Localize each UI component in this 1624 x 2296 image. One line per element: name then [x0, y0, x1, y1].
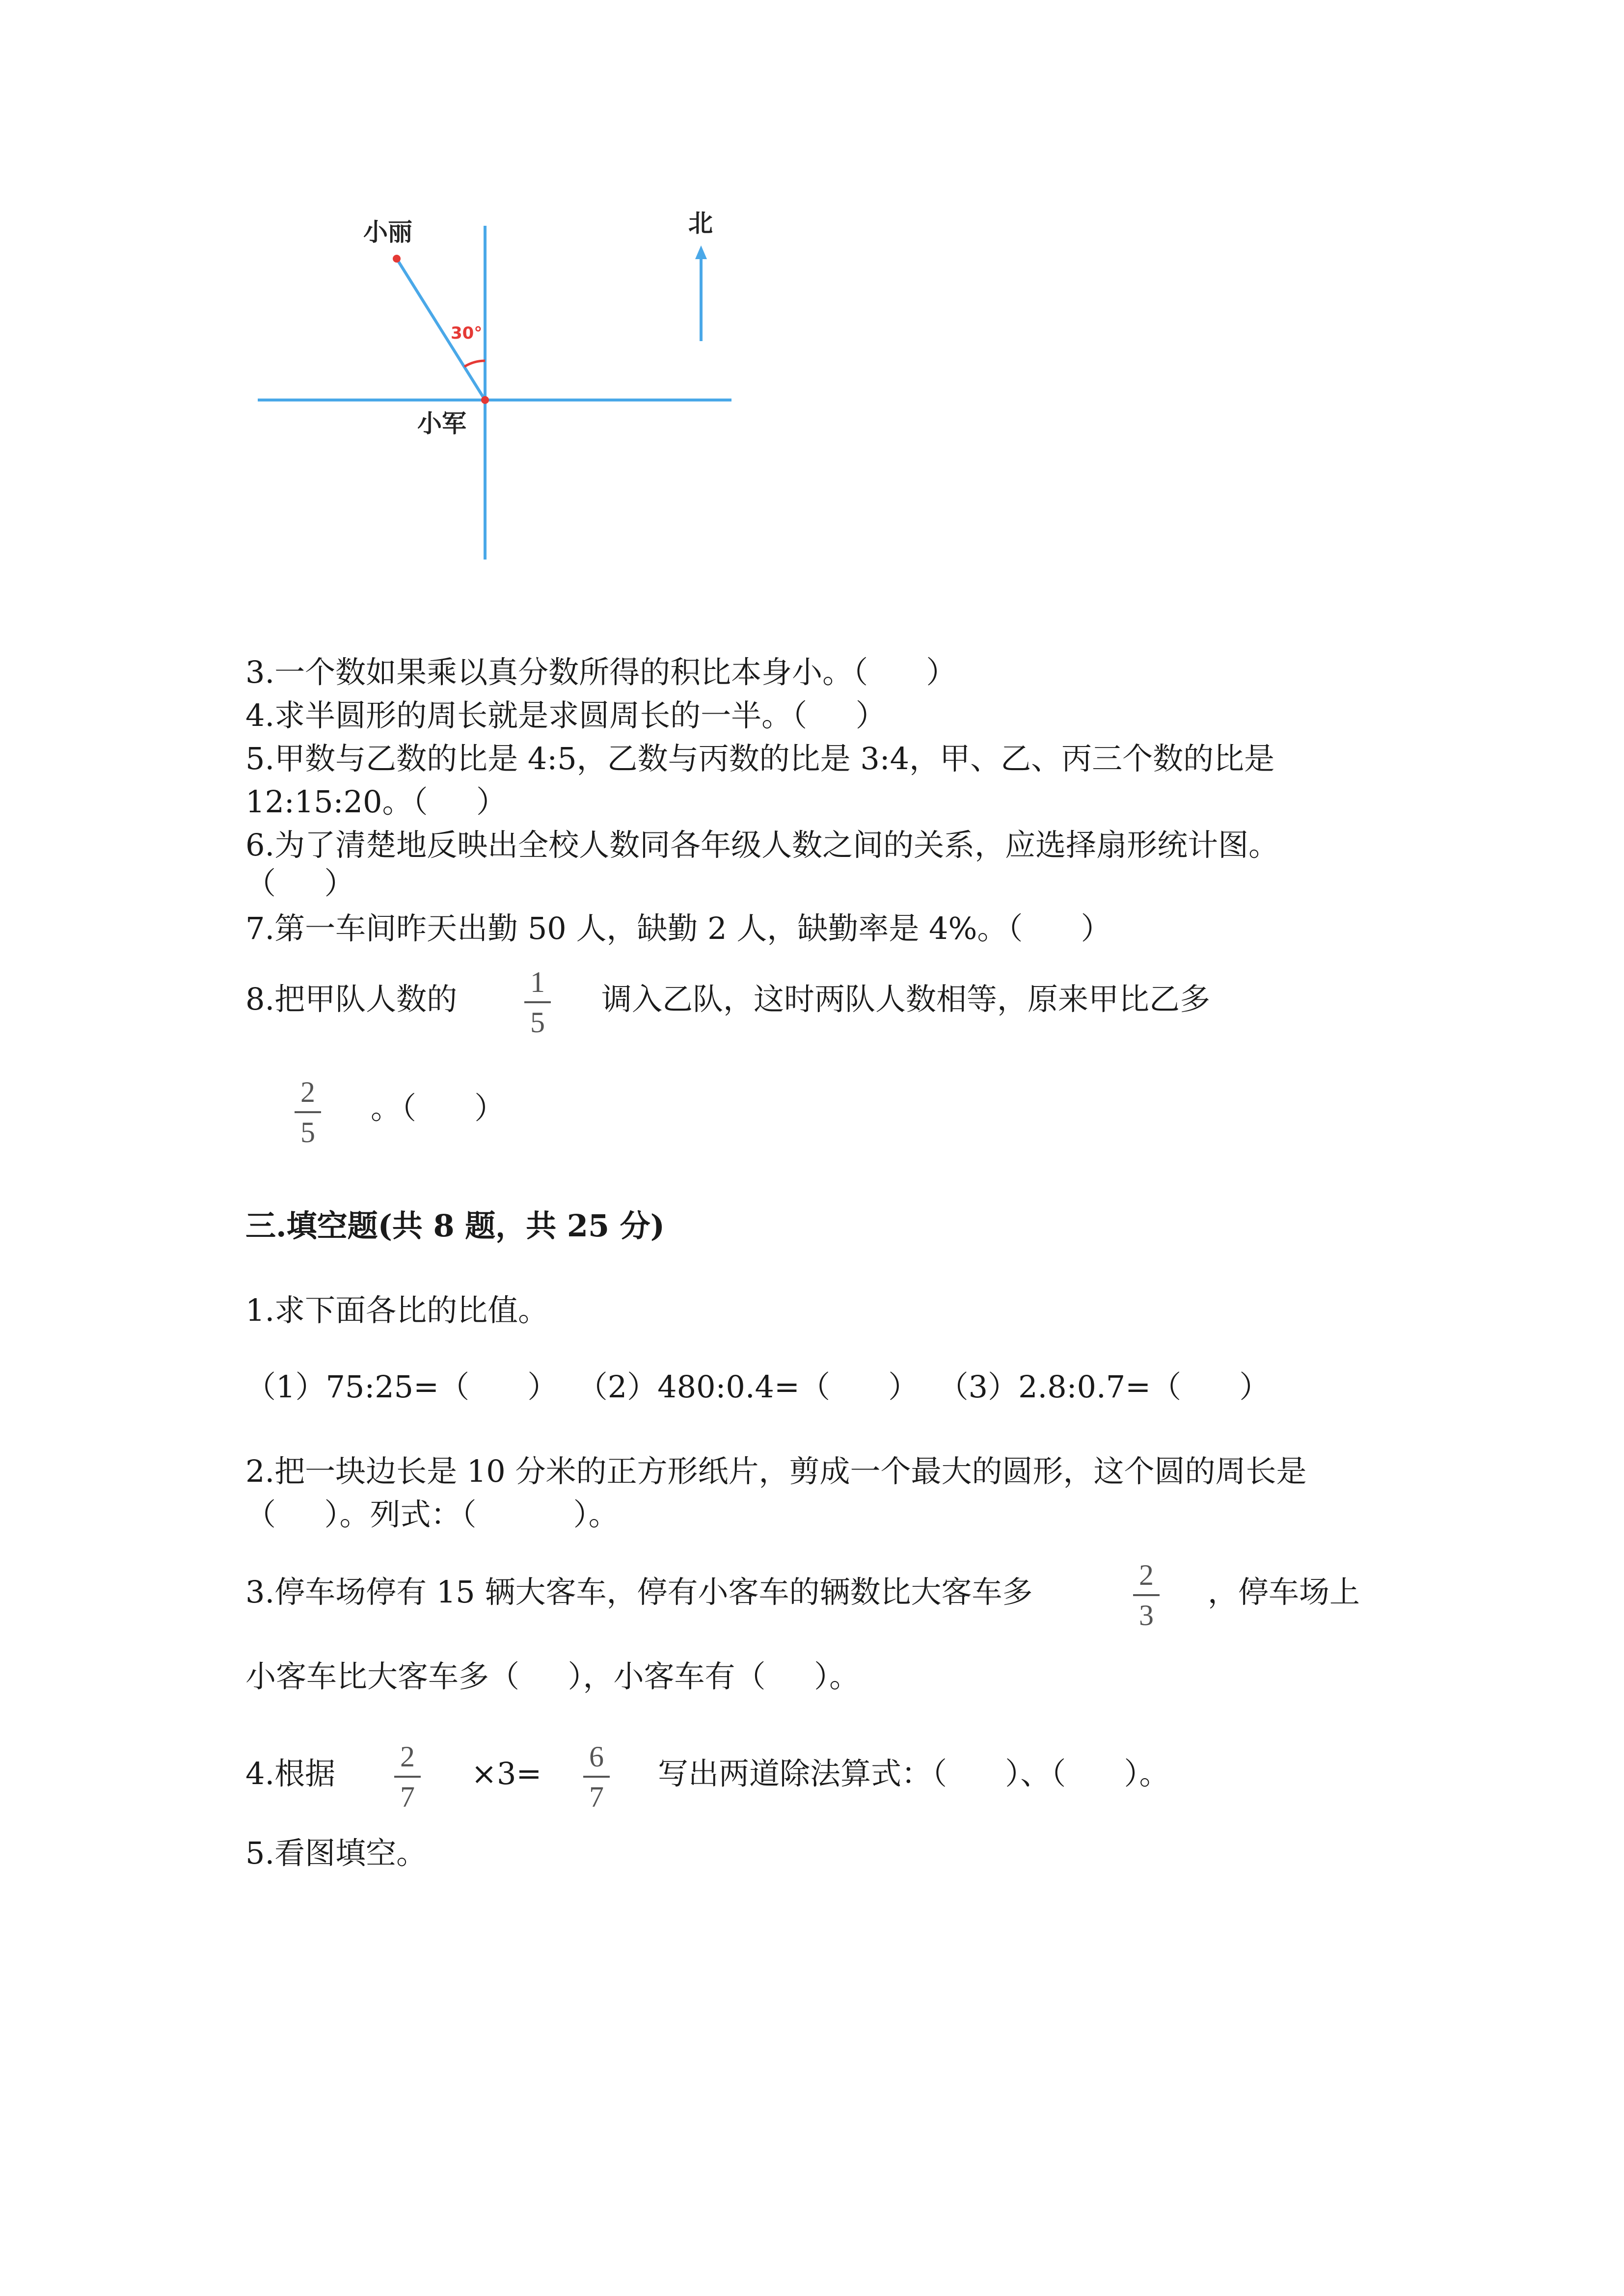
judgment-q6-line2: （ ） [245, 865, 355, 901]
point-xiaoli [393, 255, 401, 263]
north-arrow-icon [695, 245, 707, 259]
fraction-two-sevenths: 2 7 [385, 1739, 430, 1814]
fraction-two-thirds: 2 3 [1124, 1558, 1168, 1632]
judgment-q8-part2: 调入乙队，这时两队人数相等，原来甲比乙多 [601, 981, 1211, 1017]
fraction-one-fifth: 1 5 [515, 965, 560, 1040]
judgment-q8-part3: 。（ ） [371, 1090, 505, 1126]
section-heading: 三.填空题(共 8 题，共 25 分) [245, 1208, 665, 1244]
judgment-q5-line1: 5.甲数与乙数的比是 4:5，乙数与丙数的比是 3:4，甲、乙、丙三个数的比是 [245, 741, 1275, 776]
judgment-q7: 7.第一车间昨天出勤 50 人，缺勤 2 人，缺勤率是 4%。（ ） [245, 910, 1111, 946]
fill-q2-line2: （ ）。列式：（ ）。 [245, 1496, 619, 1532]
fill-q3-part2: ，停车场上 [1208, 1574, 1360, 1610]
fraction-six-sevenths: 6 7 [574, 1739, 619, 1814]
point-xiaojun [481, 396, 489, 404]
fill-q4-part2: ×3= [471, 1756, 542, 1791]
fill-q4-part1: 4.根据 [245, 1756, 336, 1791]
judgment-q3: 3.一个数如果乘以真分数所得的积比本身小。（ ） [245, 654, 957, 690]
fill-q4-part3: 写出两道除法算式：（ ）、（ ）。 [658, 1756, 1170, 1791]
direction-diagram [0, 0, 1624, 589]
judgment-q8-part1: 8.把甲队人数的 [245, 981, 458, 1017]
angle-label: 30° [451, 323, 483, 343]
judgment-q5-line2: 12:15:20。（ ） [245, 784, 507, 820]
label-xiaojun: 小军 [417, 409, 466, 438]
fill-q2-line1: 2.把一块边长是 10 分米的正方形纸片，剪成一个最大的圆形，这个圆的周长是 [245, 1453, 1307, 1489]
label-xiaoli: 小丽 [363, 218, 412, 246]
fill-q1: 1.求下面各比的比值。 [245, 1292, 549, 1328]
label-north: 北 [688, 209, 713, 238]
fill-q3-part1: 3.停车场停有 15 辆大客车，停有小客车的辆数比大客车多 [245, 1574, 1033, 1610]
judgment-q4: 4.求半圆形的周长就是求圆周长的一半。（ ） [245, 697, 886, 733]
fill-q3-line2: 小客车比大客车多（ ），小客车有（ ）。 [245, 1658, 860, 1694]
angle-arc [464, 361, 485, 367]
fill-q5: 5.看图填空。 [245, 1835, 427, 1871]
fill-q1-items: （1）75:25=（ ） （2）480:0.4=（ ） （3）2.8:0.7=（ ） [245, 1369, 1270, 1405]
judgment-q6-line1: 6.为了清楚地反映出全校人数同各年级人数之间的关系，应选择扇形统计图。 [245, 827, 1279, 863]
fraction-two-fifths: 2 5 [286, 1075, 330, 1149]
